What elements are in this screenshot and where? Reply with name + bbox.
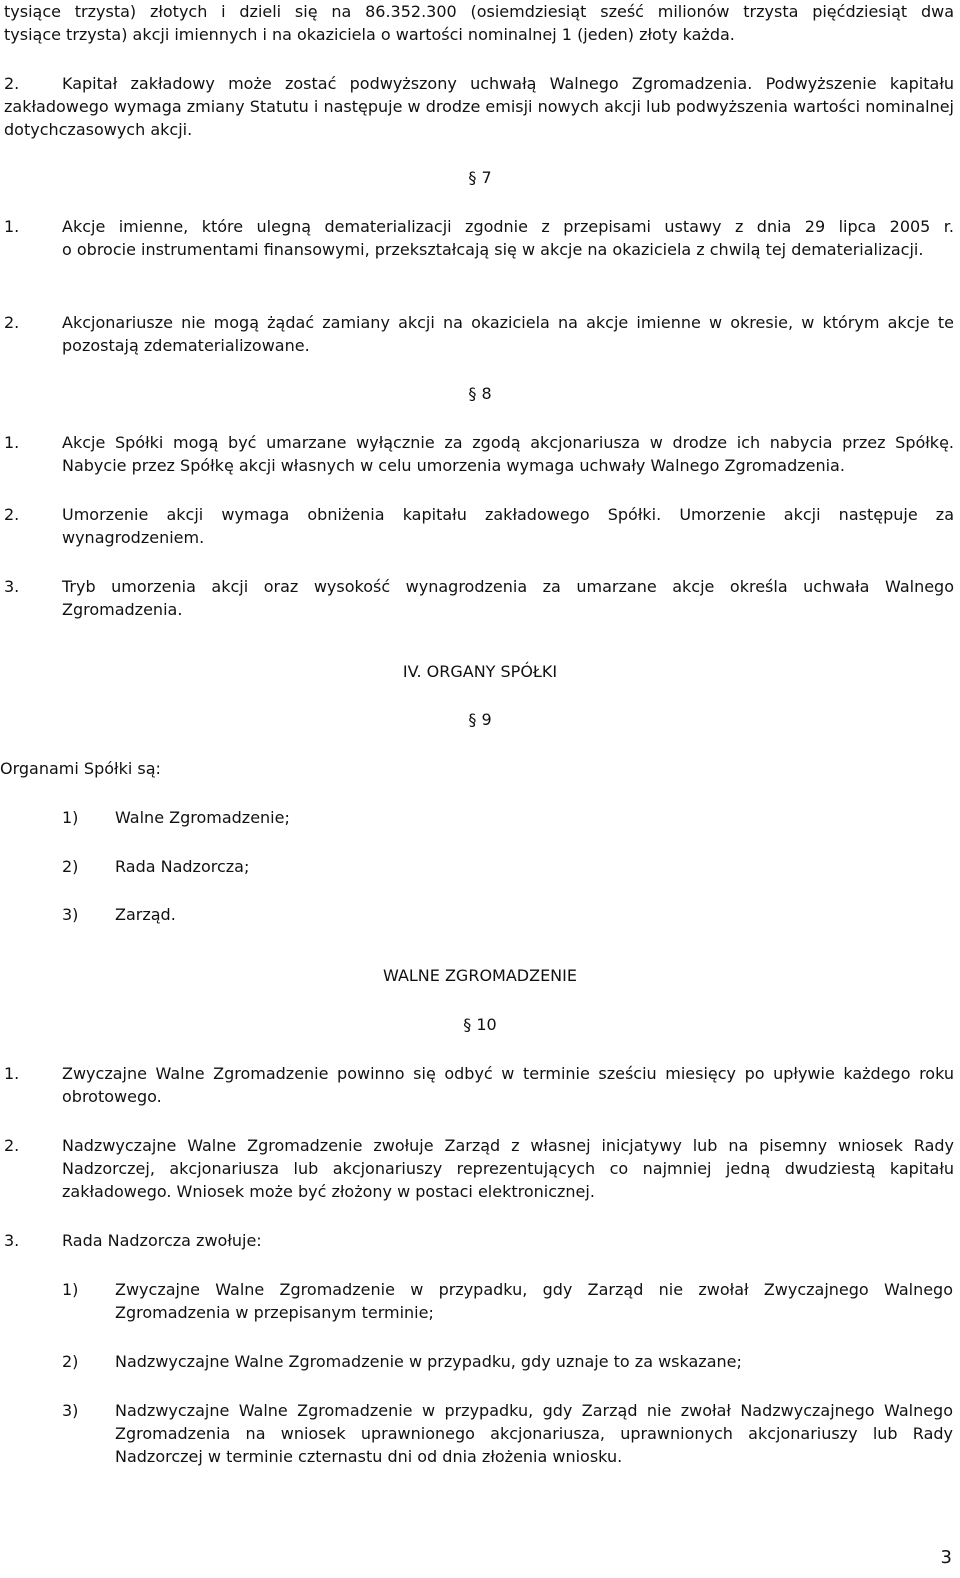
- intro-line-2: tysiące trzysta) akcji imiennych i na okaziciela o wartości nominalnej 1 (jeden) złoty każda.: [4, 25, 735, 44]
- list-item-number: 3): [62, 905, 79, 924]
- list-item: Nadzwyczajne Walne Zgromadzenie w przypadku, gdy Zarząd nie zwołał Nadzwyczajnego Walnego Zgromadzenia na wniosek uprawnionego akcjonariusza, uprawnionych akcjonariuszy lub Rady Nadzorczej w terminie czternastu dni od dnia złożenia wniosku.: [115, 1401, 953, 1466]
- paragraph-text: Tryb umorzenia akcji oraz wysokość wynagrodzenia za umarzane akcje określa uchwała Walnego Zgromadzenia.: [62, 577, 954, 619]
- list-item-number: 3): [62, 1401, 79, 1420]
- paragraph-number: 1.: [4, 217, 20, 236]
- chapter-title: IV. ORGANY SPÓŁKI: [402, 662, 558, 681]
- list-item-number: 2): [62, 857, 79, 876]
- paragraph-text: Nabycie przez Spółkę akcji własnych w celu umorzenia wymaga uchwały Walnego Zgromadzenia.: [62, 456, 845, 475]
- paragraph-text: o obrocie instrumentami finansowymi, przekształcają się w akcje na okaziciela z chwilą tej dematerializacji.: [62, 240, 924, 259]
- section-heading-9: § 9: [468, 710, 492, 729]
- paragraph-text: Nadzwyczajne Walne Zgromadzenie zwołuje Zarząd z własnej inicjatywy lub na pisemny wniosek Rady Nadzorczej, akcjonariusza lub akcjonariuszy reprezentujących co najmniej jedną dwudziestą kapitału zakładowego. Wniosek może być złożony w postaci elektronicznej.: [62, 1136, 954, 1201]
- list-item: Zwyczajne Walne Zgromadzenie w przypadku, gdy Zarząd nie zwołał Zwyczajnego Walnego Zgromadzenia w przepisanym terminie;: [115, 1280, 953, 1322]
- list-item: Nadzwyczajne Walne Zgromadzenie w przypadku, gdy uznaje to za wskazane;: [115, 1352, 742, 1371]
- list-item: Rada Nadzorcza;: [115, 857, 250, 876]
- list-item: Walne Zgromadzenie;: [115, 808, 290, 827]
- paragraph-number: 2.: [4, 505, 20, 524]
- paragraph-text: Kapitał zakładowy może zostać podwyższony uchwałą Walnego Zgromadzenia. Podwyższenie kapitału zakładowego wymaga zmiany Statutu i następuje w drodze emisji nowych akcji lub podwyższenia wartości nominalnej dotychczasowych akcji.: [4, 74, 954, 139]
- paragraph-number: 2.: [4, 313, 20, 332]
- paragraph-number: 1.: [4, 1064, 20, 1083]
- paragraph-text: Akcje Spółki mogą być umarzane wyłącznie za zgodą akcjonariusza w drodze ich nabycia przez Spółkę.: [62, 433, 954, 452]
- organs-intro: Organami Spółki są:: [0, 759, 161, 778]
- page-number: 3: [940, 1547, 952, 1568]
- list-item-number: 1): [62, 1280, 79, 1299]
- list-item: Zarząd.: [115, 905, 176, 924]
- paragraph-text: Umorzenie akcji wymaga obniżenia kapitału zakładowego Spółki. Umorzenie akcji następuje za wynagrodzeniem.: [62, 505, 954, 547]
- list-item-number: 2): [62, 1352, 79, 1371]
- section-heading-8: § 8: [468, 384, 492, 403]
- paragraph-text: Akcjonariusze nie mogą żądać zamiany akcji na okaziciela na akcje imienne w okresie, w którym akcje te pozostają zdematerializowane.: [62, 313, 954, 355]
- paragraph-text: Zwyczajne Walne Zgromadzenie powinno się odbyć w terminie sześciu miesięcy po upływie każdego roku obrotowego.: [62, 1064, 954, 1106]
- paragraph-number: 1.: [4, 433, 20, 452]
- paragraph-text: Akcje imienne, które ulegną dematerializacji zgodnie z przepisami ustawy z dnia 29 lipca 2005 r.: [62, 217, 954, 236]
- section-heading-7: § 7: [468, 168, 492, 187]
- paragraph-number: 2.: [4, 74, 20, 93]
- section-heading-10: § 10: [463, 1015, 497, 1034]
- list-item-number: 1): [62, 808, 79, 827]
- intro-line-1: tysiące trzysta) złotych i dzieli się na 86.352.300 (osiemdziesiąt sześć milionów trzysta pięćdziesiąt dwa: [4, 2, 954, 21]
- paragraph-number: 2.: [4, 1136, 20, 1155]
- paragraph-number: 3.: [4, 1231, 20, 1250]
- paragraph-text: Rada Nadzorcza zwołuje:: [62, 1231, 262, 1250]
- subchapter-title: WALNE ZGROMADZENIE: [383, 966, 577, 985]
- paragraph-number: 3.: [4, 577, 20, 596]
